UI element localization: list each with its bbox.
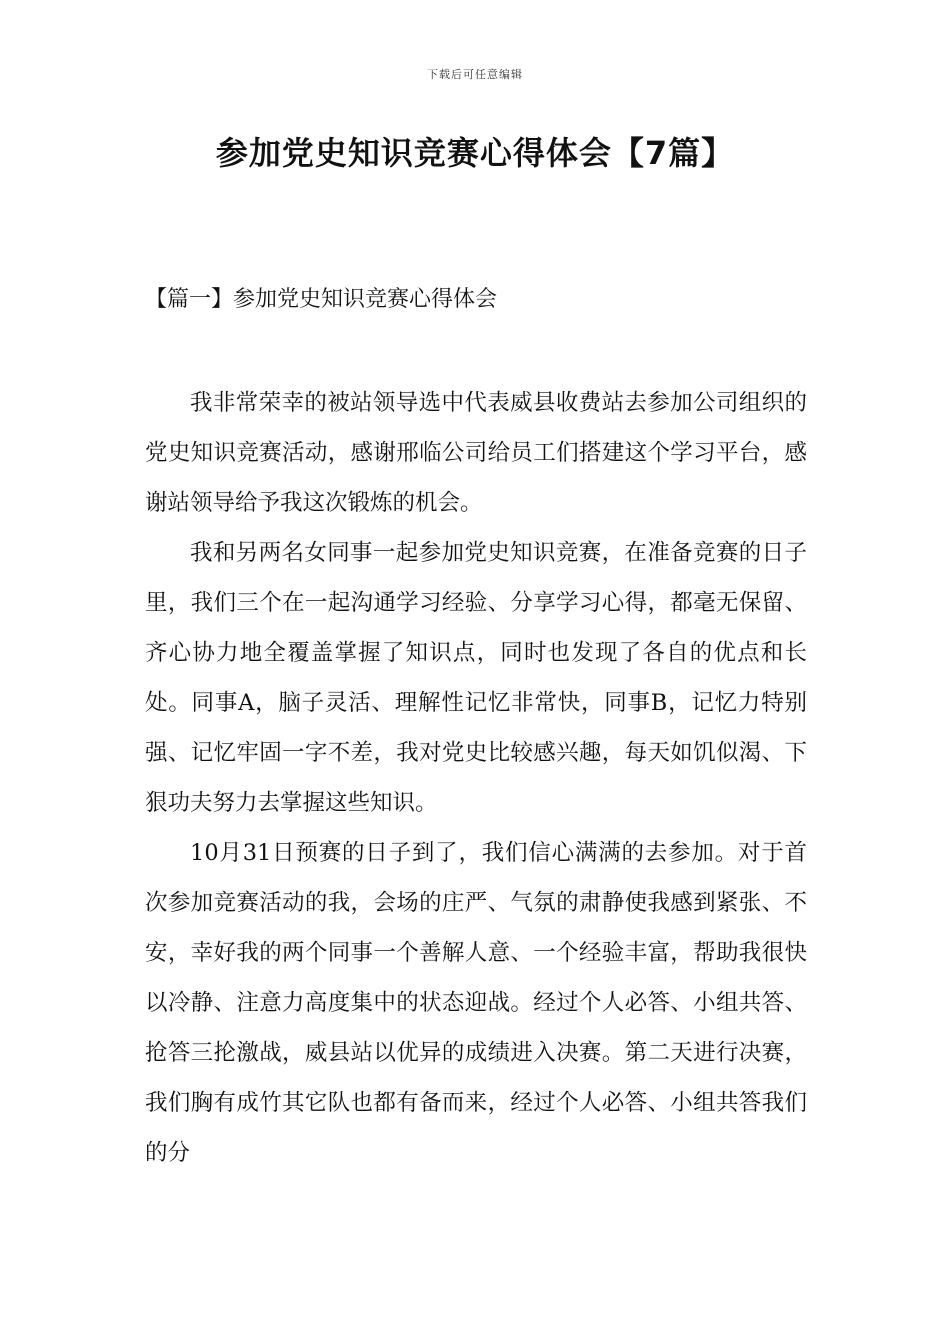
paragraph-3: 10月31日预赛的日子到了，我们信心满满的去参加。对于首次参加竞赛活动的我，会场的庄严、气氛的肃静使我感到紧张、不安，幸好我的两个同事一个善解人意、一个经验丰富，帮助我很快以冷静、注意力高度集中的状态迎战。经过个人必答、小组共答、抢答三抡激战，威县站以优异的成绩进入决赛。第二天进行决赛，我们胸有成竹其它队也都有备而来，经过个人必答、小组共答我们的分 xyxy=(145,840,807,1166)
section-heading: 【篇一】参加党史知识竞赛心得体会 xyxy=(145,287,498,312)
paragraph-1: 我非常荣幸的被站领导选中代表威县收费站去参加公司组织的党史知识竞赛活动，感谢邢临公司给员工们搭建这个学习平台，感谢站领导给予我这次锻炼的机会。 xyxy=(145,390,807,516)
header-note: 下载后可任意编辑 xyxy=(427,68,523,81)
body-text xyxy=(145,378,807,1178)
paragraph-2: 我和另两名女同事一起参加党史知识竞赛，在准备竞赛的日子里，我们三个在一起沟通学习经验、分享学习心得，都毫无保留、齐心协力地全覆盖掌握了知识点，同时也发现了各自的优点和长处。同事A，脑子灵活、理解性记忆非常快，同事B，记忆力特别强、记忆牢固一字不差，我对党史比较感兴趣，每天如饥似渴、下狠功夫努力去掌握这些知识。 xyxy=(145,540,807,816)
document-title: 参加党史知识竞赛心得体会【7篇】 xyxy=(215,134,735,172)
